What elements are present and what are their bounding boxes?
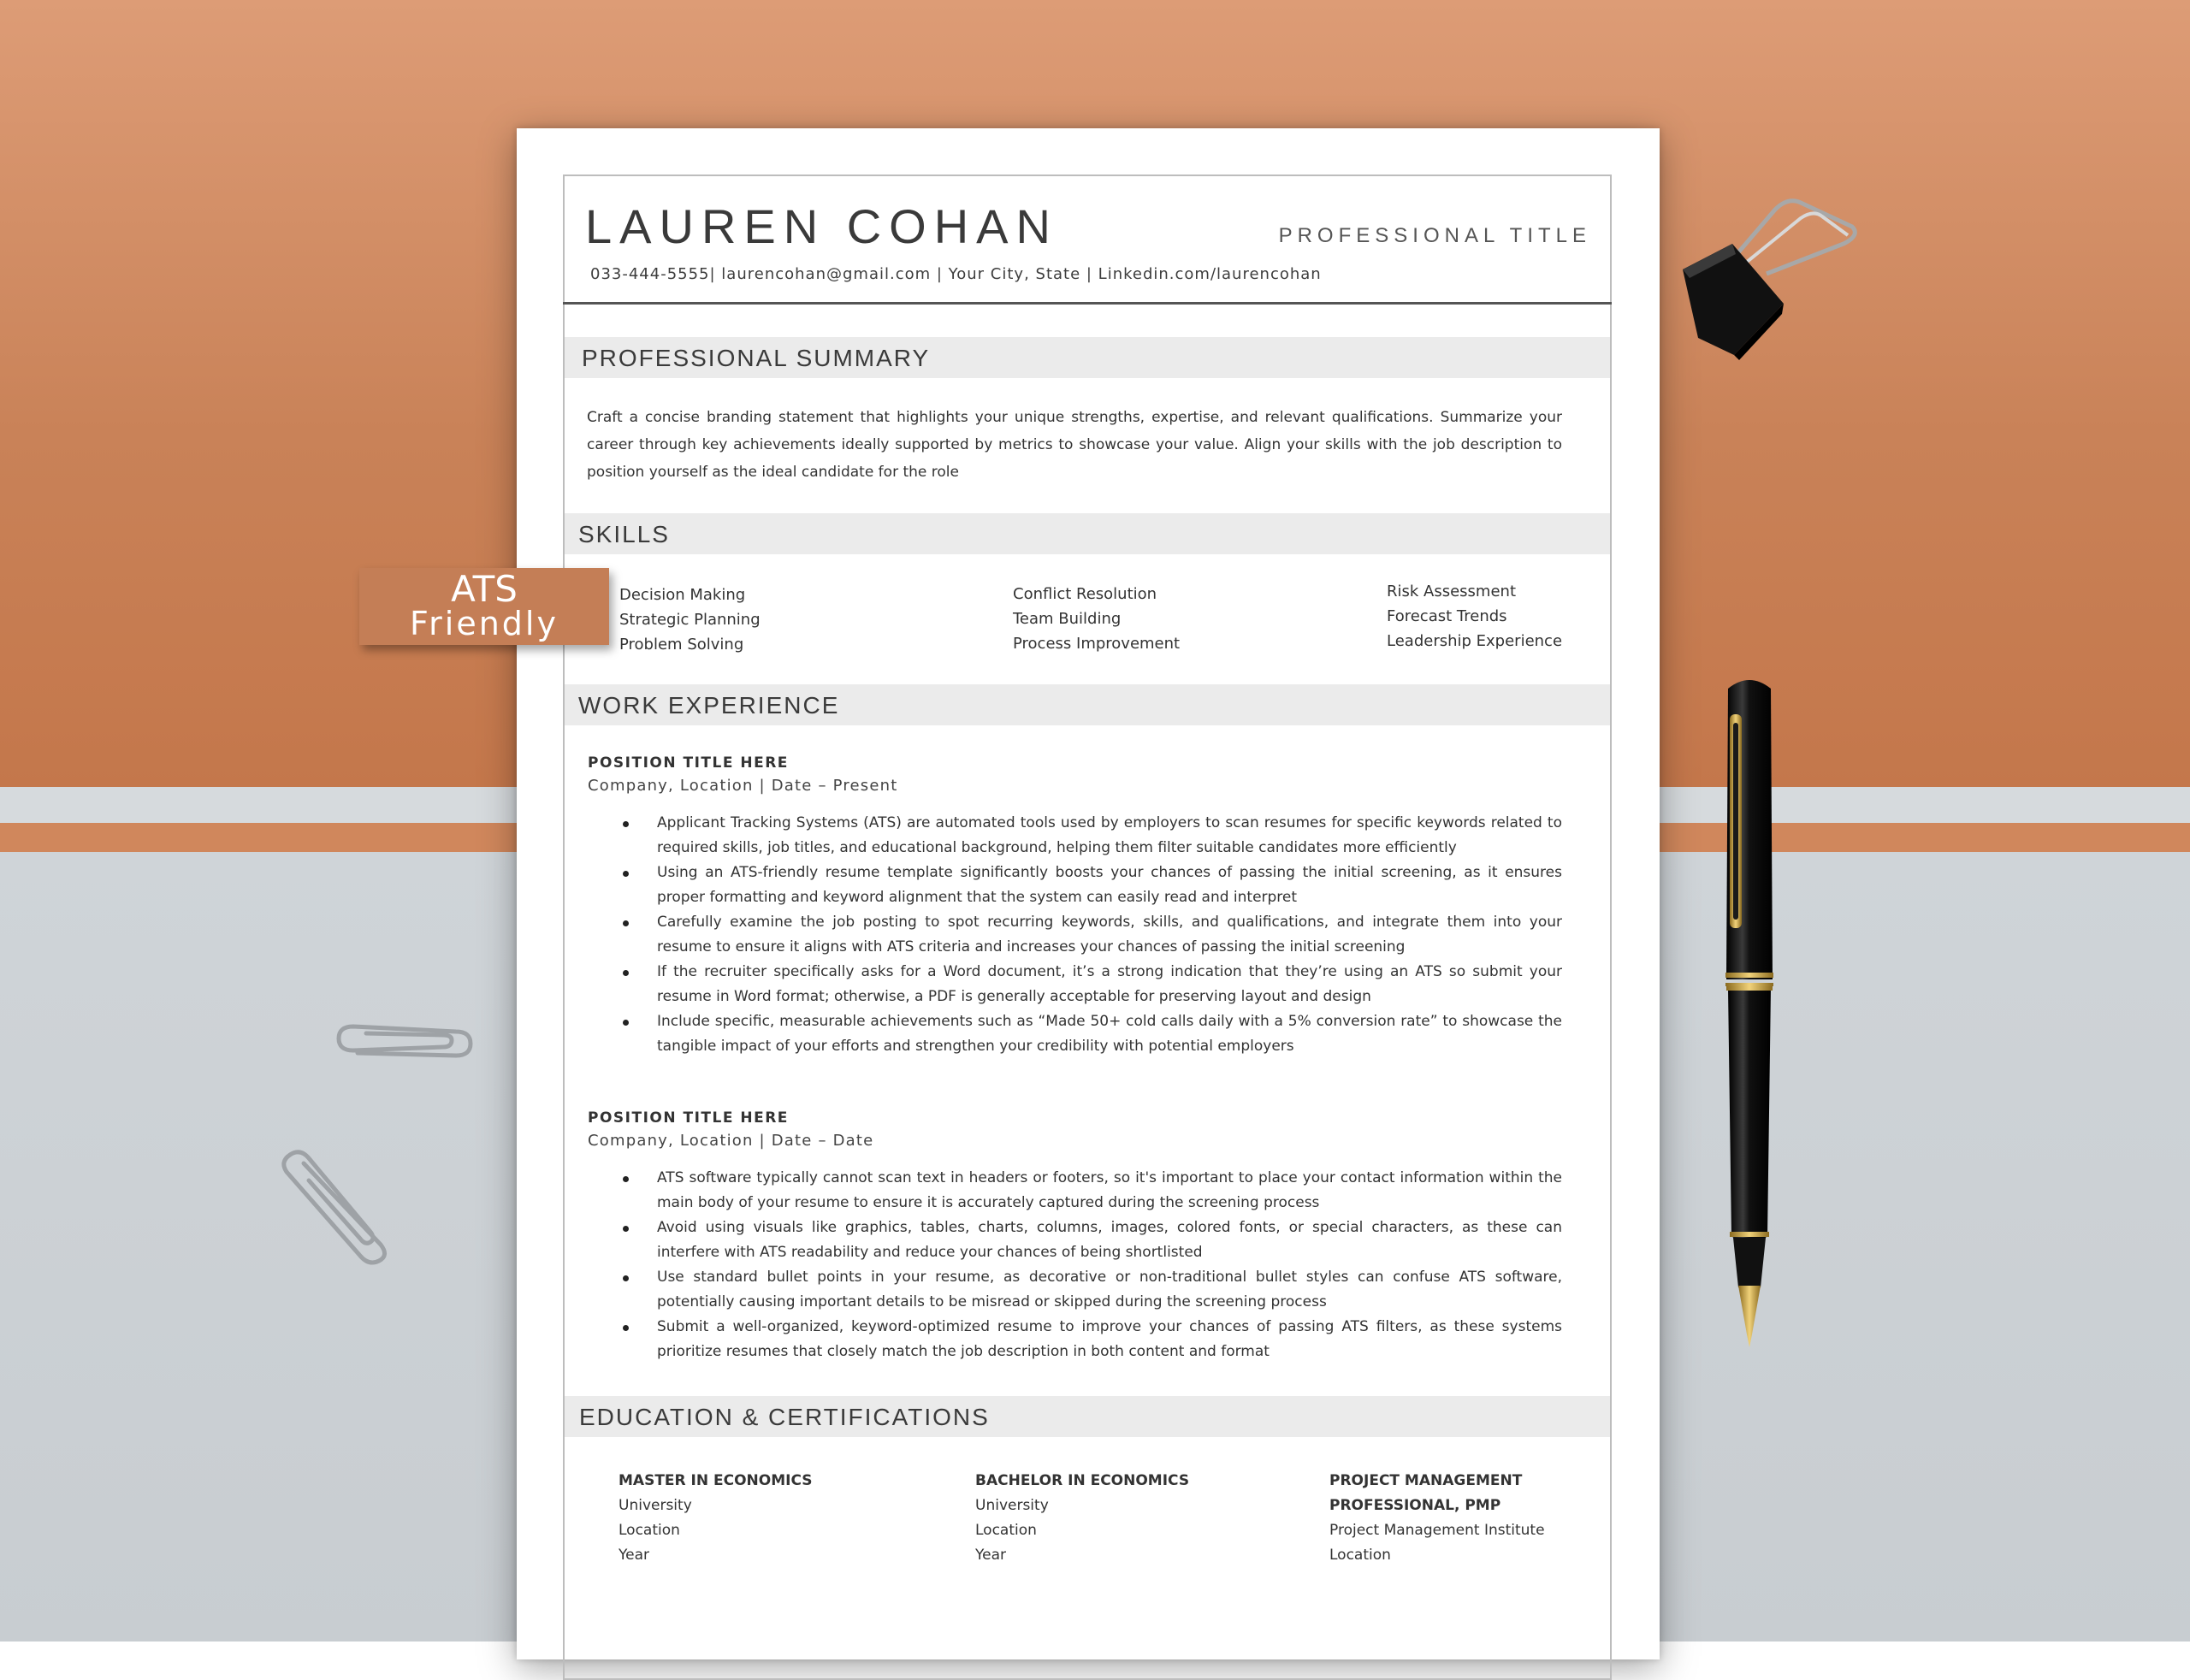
professional-title: PROFESSIONAL TITLE xyxy=(1278,224,1591,247)
education-item xyxy=(1329,1469,1560,1568)
skills-column-3 xyxy=(1387,579,1562,654)
fountain-pen-icon xyxy=(1711,671,1788,1347)
education-line: Location xyxy=(1329,1547,1391,1564)
resume-page xyxy=(517,128,1660,1659)
degree-title: MASTER IN ECONOMICS xyxy=(619,1472,813,1489)
skill-item: Problem Solving xyxy=(619,636,744,654)
skills-column-1 xyxy=(619,583,761,657)
skills-section-header xyxy=(565,513,1610,554)
education-heading: EDUCATION & CERTIFICATIONS xyxy=(579,1404,990,1430)
skills-column-2 xyxy=(1013,582,1180,656)
education-line: Location xyxy=(619,1522,680,1539)
bullet-item: Carefully examine the job posting to spot recurring keywords, skills, and qualifications, and integrate them into your resume to ensure it aligns with ATS criteria and increases your chances of passing the initial screening xyxy=(657,910,1562,960)
skill-item: Conflict Resolution xyxy=(1013,585,1157,603)
work-heading: WORK EXPERIENCE xyxy=(578,692,840,719)
summary-section-header xyxy=(565,337,1610,378)
resume-name: LAUREN COHAN xyxy=(585,199,1058,253)
summary-text: Craft a concise branding statement that highlights your unique strengths, expertise, and relevant qualifications. Summarize your career through key achievements ideally supported by metrics to showcase your value. Align your skills with the job description to position yourself as the ideal candidate for the role xyxy=(587,409,1562,481)
degree-title: PROJECT MANAGEMENT PROFESSIONAL, PMP xyxy=(1329,1472,1523,1514)
skill-item: Leadership Experience xyxy=(1387,632,1563,650)
education-line: Year xyxy=(619,1547,649,1564)
header-divider xyxy=(563,302,1612,305)
bullet-item: ATS software typically cannot scan text in headers or footers, so it's important to place your contact information within the main body of your resume to ensure it is accurately captured during the screening process xyxy=(657,1166,1562,1216)
skill-item: Team Building xyxy=(1013,610,1122,628)
education-item xyxy=(975,1469,1266,1568)
education-line: Project Management Institute xyxy=(1329,1522,1545,1539)
paperclip-icon xyxy=(332,1015,477,1066)
bullet-item: Using an ATS-friendly resume template significantly boosts your chances of passing the initial screening, as it ensures proper formatting and keyword alignment that the system can easily read and interpret xyxy=(657,861,1562,910)
degree-title: BACHELOR IN ECONOMICS xyxy=(975,1472,1190,1489)
skill-item: Risk Assessment xyxy=(1387,583,1517,600)
skill-item: Strategic Planning xyxy=(619,611,761,629)
skill-item: Decision Making xyxy=(619,586,746,604)
badge-line-2: Friendly xyxy=(410,605,559,642)
contact-line: 033-444-5555| laurencohan@gmail.com | Your City, State | Linkedin.com/laurencohan xyxy=(590,265,1322,283)
bullet-item: Use standard bullet points in your resume, as decorative or non-traditional bullet styles can confuse ATS software, potentially causing important details to be misread or skipped during the screening process xyxy=(657,1265,1562,1315)
education-line: University xyxy=(975,1497,1049,1514)
bullet-item: Submit a well-organized, keyword-optimized resume to improve your chances of passing ATS filters, as these systems prioritize resumes that closely match the job description in both content and format xyxy=(657,1315,1562,1364)
paperclip-icon xyxy=(278,1146,398,1266)
bullet-item: If the recruiter specifically asks for a Word document, it’s a strong indication that they’re using an ATS so submit your resume in Word format; otherwise, a PDF is generally acceptable for preserving layout and design xyxy=(657,960,1562,1009)
binder-clip-icon xyxy=(1672,192,1878,364)
education-item xyxy=(619,1469,909,1568)
job-bullets xyxy=(657,811,1562,1059)
job-bullets xyxy=(657,1166,1562,1364)
education-section-header xyxy=(565,1396,1610,1437)
education-line: Year xyxy=(975,1547,1006,1564)
ats-friendly-badge xyxy=(359,568,609,645)
bullet-item: Include specific, measurable achievements such as “Made 50+ cold calls daily with a 5% conversion rate” to showcase the tangible impact of your efforts and strengthen your credibility with potential employers xyxy=(657,1009,1562,1059)
work-section-header xyxy=(565,684,1610,725)
job-title: POSITION TITLE HERE xyxy=(588,1109,789,1127)
skills-heading: SKILLS xyxy=(578,521,670,547)
summary-heading: PROFESSIONAL SUMMARY xyxy=(582,345,931,371)
bullet-item: Applicant Tracking Systems (ATS) are automated tools used by employers to scan resumes for specific keywords related to required skills, job titles, and educational background, helping them filter suitable candidates more efficiently xyxy=(657,811,1562,861)
job-subtitle: Company, Location | Date – Date xyxy=(588,1132,874,1150)
job-subtitle: Company, Location | Date – Present xyxy=(588,777,898,795)
bullet-item: Avoid using visuals like graphics, tables, charts, columns, images, colored fonts, or special characters, as these can interfere with ATS readability and reduce your chances of being shortlisted xyxy=(657,1216,1562,1265)
skill-item: Process Improvement xyxy=(1013,635,1181,653)
skill-item: Forecast Trends xyxy=(1387,607,1507,625)
badge-line-1: ATS xyxy=(451,568,518,610)
education-line: Location xyxy=(975,1522,1037,1539)
job-title: POSITION TITLE HERE xyxy=(588,754,789,772)
education-line: University xyxy=(619,1497,692,1514)
